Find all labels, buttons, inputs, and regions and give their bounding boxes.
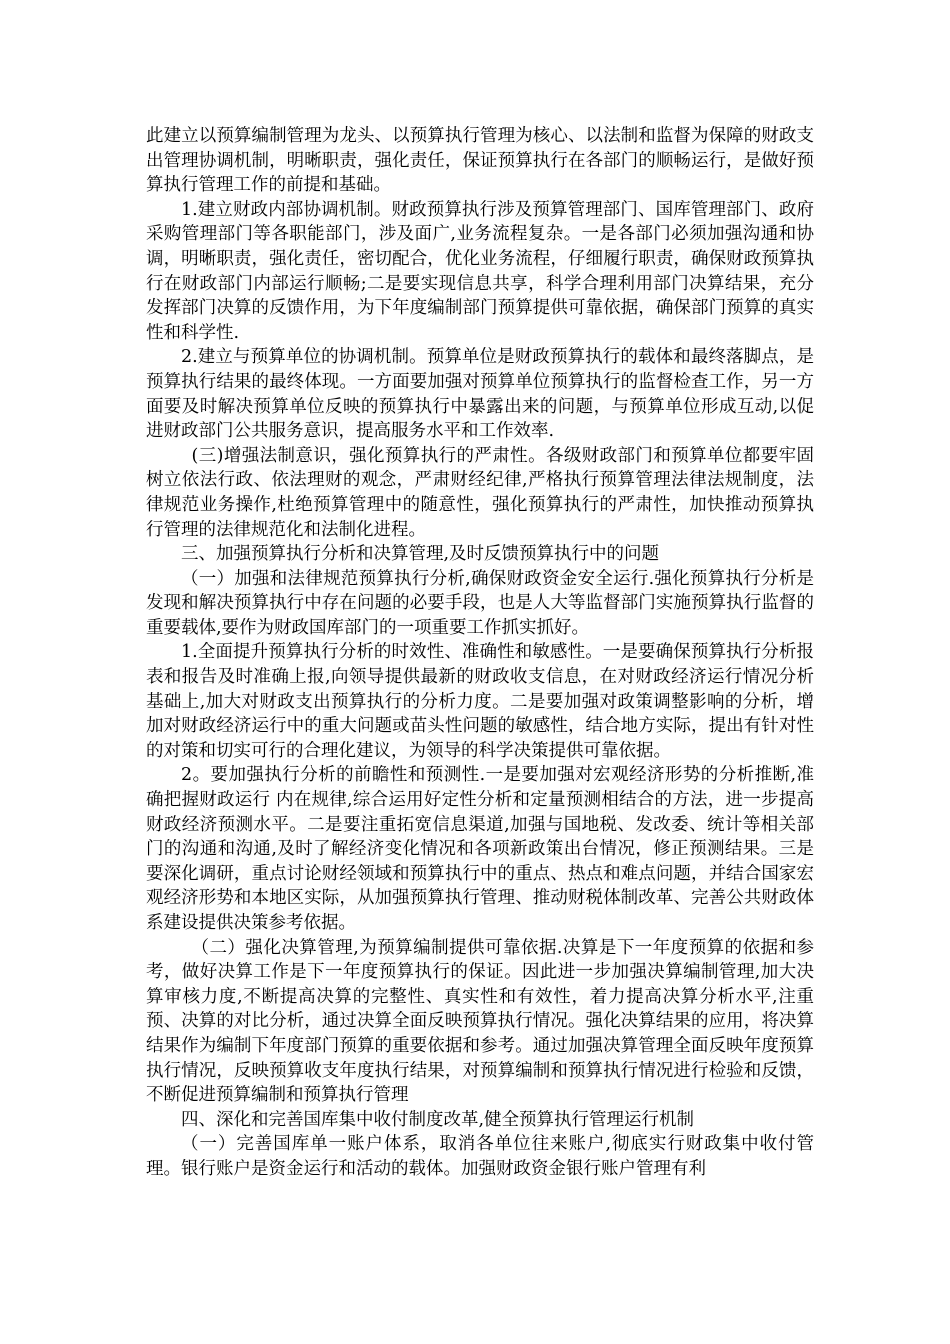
- section-heading-three: 三、加强预算执行分析和决算管理,及时反馈预算执行中的问题: [181, 544, 660, 565]
- paragraph-internal-coordination: 1.建立财政内部协调机制。财政预算执行涉及预算管理部门、国库管理部门、政府采购管理部门等各职能部门，涉及面广,业务流程复杂。一是各部门必须加强沟通和协调，明晰职责，强化责任，密切配合，优化业务流程，仔细履行职责，确保财政预算执行在财政部门内部运行顺畅;二是要实现信息共享，科学合理利用部门决算结果，充分发挥部门决算的反馈作用，为下年度编制部门预算提供可靠依据，确保部门预算的真实性和科学性.: [146, 199, 814, 343]
- paragraph-unit-coordination: 2.建立与预算单位的协调机制。预算单位是财政预算执行的载体和最终落脚点，是预算执行结果的最终体现。一方面要加强对预算单位预算执行的监督检查工作，另一方面要及时解决预算单位反映的预算执行中暴露出来的问题，与预算单位形成互动,以促进财政部门公共服务意识，提高服务水平和工作效率.: [146, 347, 814, 442]
- paragraph-timeliness: 1.全面提升预算执行分析的时效性、准确性和敏感性。一是要确保预算执行分析报表和报告及时准确上报,向领导提供最新的财政收支信息，在对财政经济运行情况分析基础上,加大对财政支出预算执行的分析力度。二是要加强对政策调整影响的分析，增加对财政经济运行中的重大问题或苗头性问题的敏感性，结合地方实际，提出有针对性的对策和切实可行的合理化建议，为领导的科学决策提供可靠依据。: [146, 642, 814, 761]
- section-heading-four: 四、深化和完善国库集中收付制度改革,健全预算执行管理运行机制: [181, 1109, 695, 1130]
- paragraph-legal-awareness: (三)增强法制意识，强化预算执行的严肃性。各级财政部门和预算单位都要牢固树立依法行政、依法理财的观念，严肃财经纪律,严格执行预算管理法律法规制度，法律规范业务操作,杜绝预算管理中的随意性，强化预算执行的严肃性，加快推动预算执行管理的法律规范化和法制化进程。: [146, 445, 814, 540]
- paragraph-final-accounts: （二）强化决算管理,为预算编制提供可靠依据.决算是下一年度预算的依据和参考，做好决算工作是下一年度预算执行的保证。因此进一步加强决算编制管理,加大决算审核力度,不断提高决算的完整性、真实性和有效性，着力提高决算分析水平,注重预、决算的对比分析，通过决算全面反映预算执行情况。强化决算结果的应用，将决算结果作为编制下年度部门预算的重要依据和参考。通过加强决算管理全面反映年度预算执行情况，反映预算收支年度执行结果，对预算编制和预算执行情况进行检验和反馈，不断促进预算编制和预算执行管理: [146, 937, 814, 1106]
- paragraph-treasury-account: （一）完善国库单一账户体系，取消各单位往来账户,彻底实行财政集中收付管理。银行账户是资金运行和活动的载体。加强财政资金银行账户管理有利: [146, 1134, 814, 1179]
- paragraph-execution-analysis: （一）加强和法律规范预算执行分析,确保财政资金安全运行.强化预算执行分析是发现和解决预算执行中存在问题的必要手段，也是人大等监督部门实施预算执行监督的重要载体,要作为财政国库部门的一项重要工作抓实抓好。: [146, 568, 814, 638]
- document-body: [146, 124, 814, 1182]
- paragraph-forecasting: 2。要加强执行分析的前瞻性和预测性.一是要加强对宏观经济形势的分析推断,准确把握财政运行 内在规律,综合运用好定性分析和定量预测相结合的方法，进一步提高财政经济预测水平。二是要注重拓宽信息渠道,加强与国地税、发改委、统计等相关部门的沟通和沟通,及时了解经济变化情况和各项新政策出台情况，修正预测结果。三是要深化调研，重点讨论财经领域和预算执行中的重点、热点和难点问题，并结合国家宏观经济形势和本地区实际，从加强预算执行管理、推动财税体制改革、完善公共财政体系建设提供决策参考依据。: [146, 765, 814, 933]
- paragraph-intro-continuation: 此建立以预算编制管理为龙头、以预算执行管理为核心、以法制和监督为保障的财政支出管理协调机制，明晰职责，强化责任，保证预算执行在各部门的顺畅运行，是做好预算执行管理工作的前提和基础。: [146, 126, 814, 196]
